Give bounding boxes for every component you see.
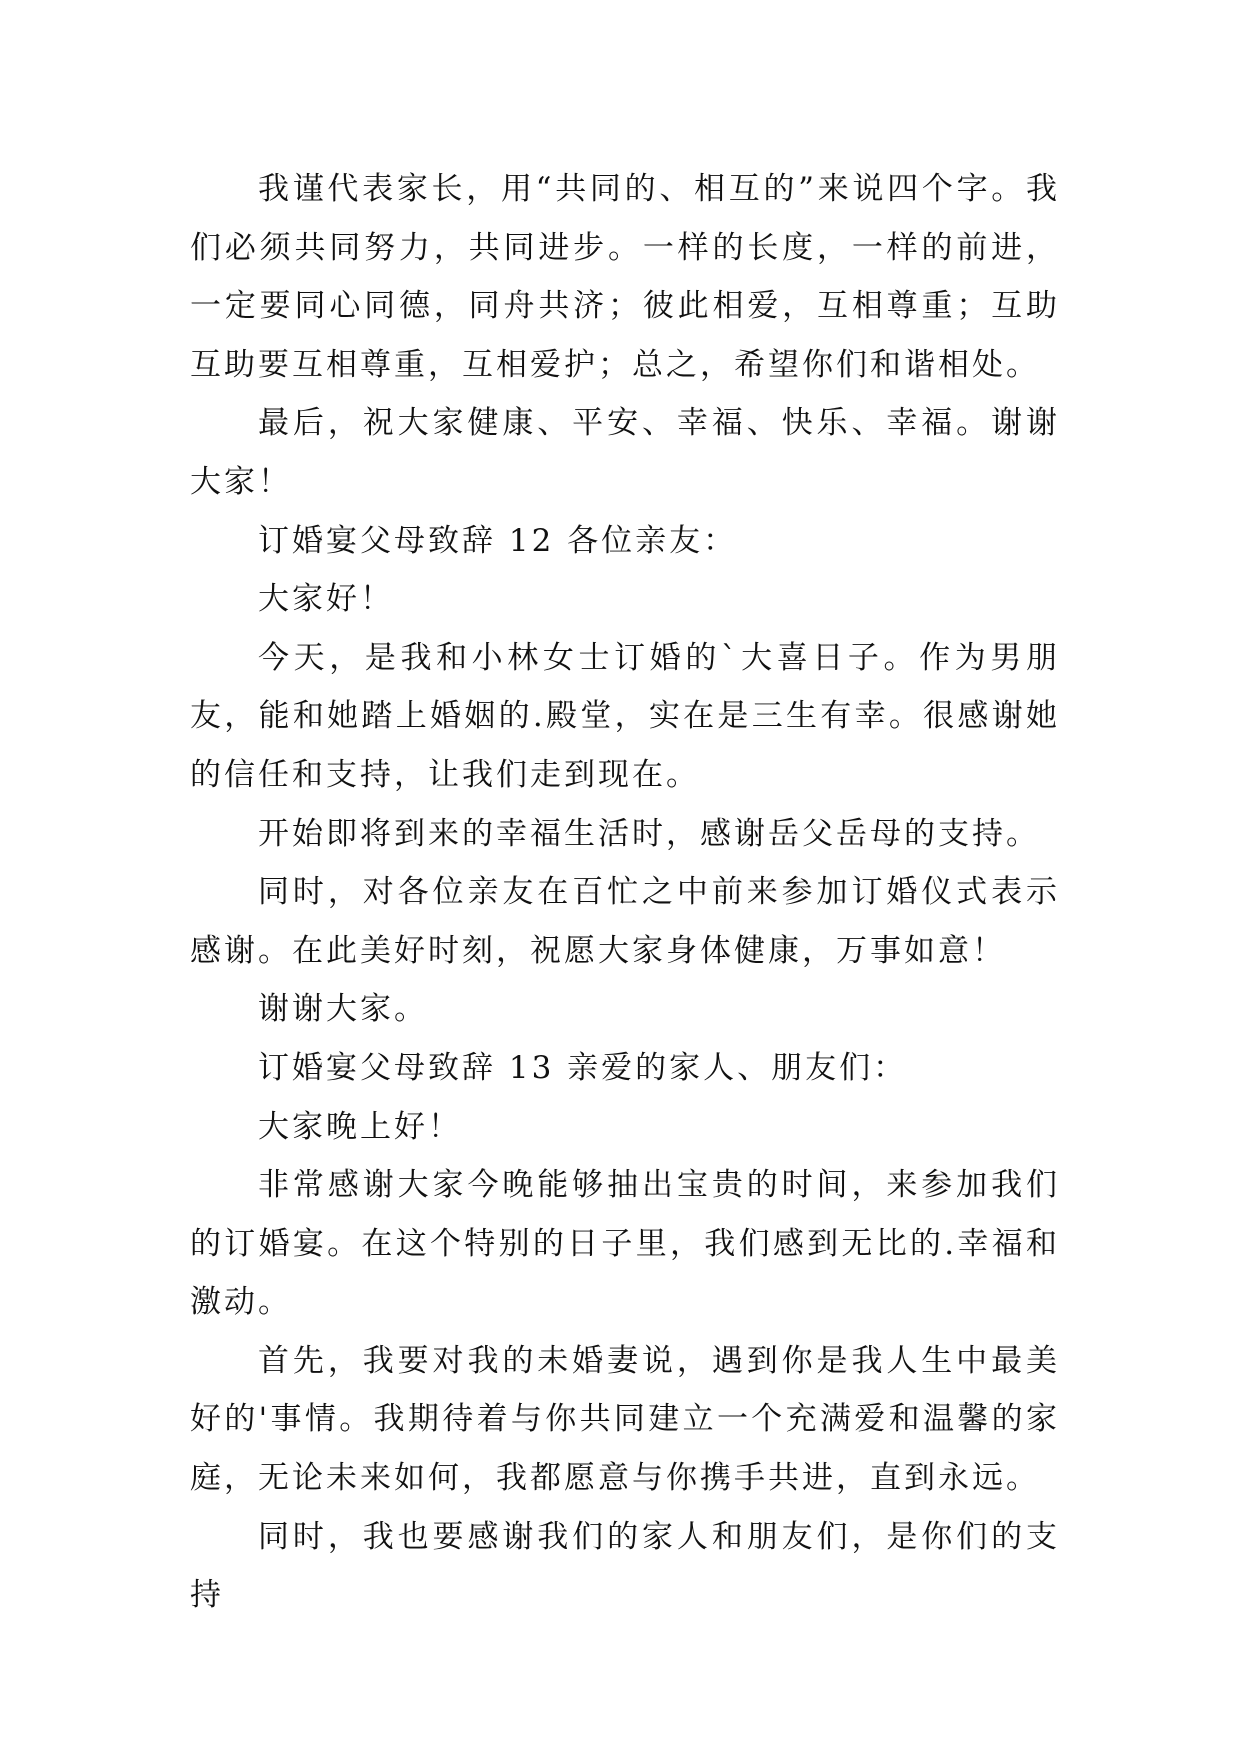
paragraph-speech-12-heading: 订婚宴父母致辞 12 各位亲友： bbox=[258, 522, 738, 559]
paragraph-thanks-guests: 同时，对各位亲友在百忙之中前来参加订婚仪式表示感谢。在此美好时刻，祝愿大家身体健康，万事如意！ bbox=[190, 874, 1060, 969]
paragraph-greeting: 大家好！ bbox=[258, 581, 394, 618]
paragraph-speech-13-heading: 订婚宴父母致辞 13 亲爱的家人、朋友们： bbox=[258, 1049, 908, 1086]
paragraph-thanks-family-friends: 同时，我也要感谢我们的家人和朋友们，是你们的支持 bbox=[190, 1518, 1060, 1614]
paragraph-thanks-attendance: 非常感谢大家今晚能够抽出宝贵的时间，来参加我们的订婚宴。在这个特别的日子里，我们感到无比的.幸福和激动。 bbox=[190, 1167, 1060, 1321]
paragraph-blessing-words: 我谨代表家长，用“共同的、相互的”来说四个字。我们必须共同努力，共同进步。一样的长度，一样的前进，一定要同心同德，同舟共济；彼此相爱，互相尊重；互助互助要互相尊重，互相爱护；总之，希望你们和谐相处。 bbox=[190, 171, 1060, 383]
paragraph-thanks-parents-in-law: 开始即将到来的幸福生活时，感谢岳父岳母的支持。 bbox=[258, 815, 1040, 852]
document-body bbox=[190, 160, 1060, 1625]
paragraph-evening-greeting: 大家晚上好！ bbox=[258, 1108, 462, 1145]
paragraph-engagement-day: 今天，是我和小林女士订婚的`大喜日子。作为男朋友，能和她踏上婚姻的.殿堂，实在是三生有幸。很感谢她的信任和支持，让我们走到现在。 bbox=[190, 639, 1060, 793]
paragraph-closing-wishes: 最后，祝大家健康、平安、幸福、快乐、幸福。谢谢大家！ bbox=[190, 405, 1060, 500]
paragraph-to-fiancee: 首先，我要对我的未婚妻说，遇到你是我人生中最美好的'事情。我期待着与你共同建立一个充满爱和温馨的家庭，无论未来如何，我都愿意与你携手共进，直到永远。 bbox=[190, 1342, 1060, 1497]
paragraph-thank-you: 谢谢大家。 bbox=[258, 991, 428, 1028]
